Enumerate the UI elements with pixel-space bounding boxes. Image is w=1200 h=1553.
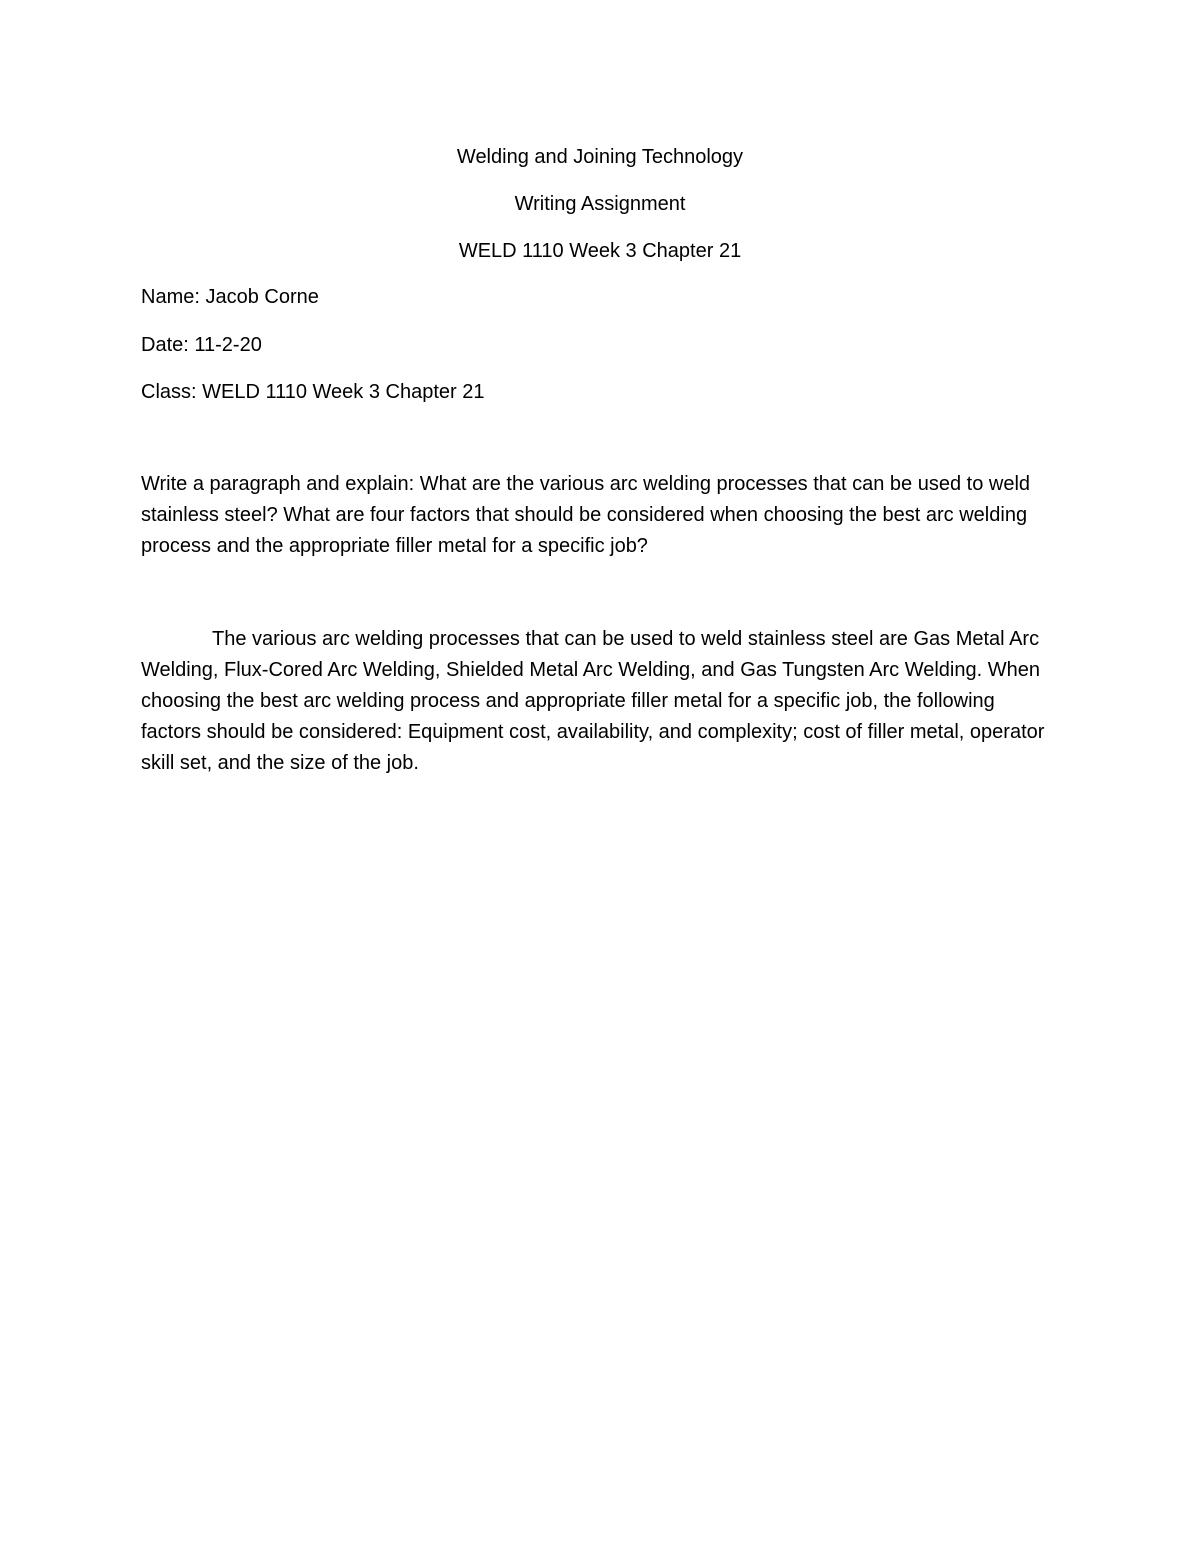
assignment-date: Date: 11-2-20 [141,334,262,356]
document-subtitle: Writing Assignment [514,193,686,215]
answer-paragraph: The various arc welding processes that can be used to weld stainless steel are Gas Metal Arc Welding, Flux-Cored Arc Welding, Shielded Metal Arc Welding, and Gas Tungsten Arc Welding. When choosing the best arc welding process and appropriate filler metal for a specific job, the following factors should be considered: Equipment cost, availability, and complexity; cost of filler metal, operator skill set, and the size of the job. [141,628,1045,774]
assignment-prompt: Write a paragraph and explain: What are the various arc welding processes that can be used to weld stainless steel? What are four factors that should be considered when choosing the best arc welding process and the appropriate filler metal for a specific job? [141,473,1031,557]
student-name: Name: Jacob Corne [141,286,319,308]
document-title: Welding and Joining Technology [456,146,744,168]
class-info: Class: WELD 1110 Week 3 Chapter 21 [141,381,485,403]
course-heading: WELD 1110 Week 3 Chapter 21 [458,240,742,262]
